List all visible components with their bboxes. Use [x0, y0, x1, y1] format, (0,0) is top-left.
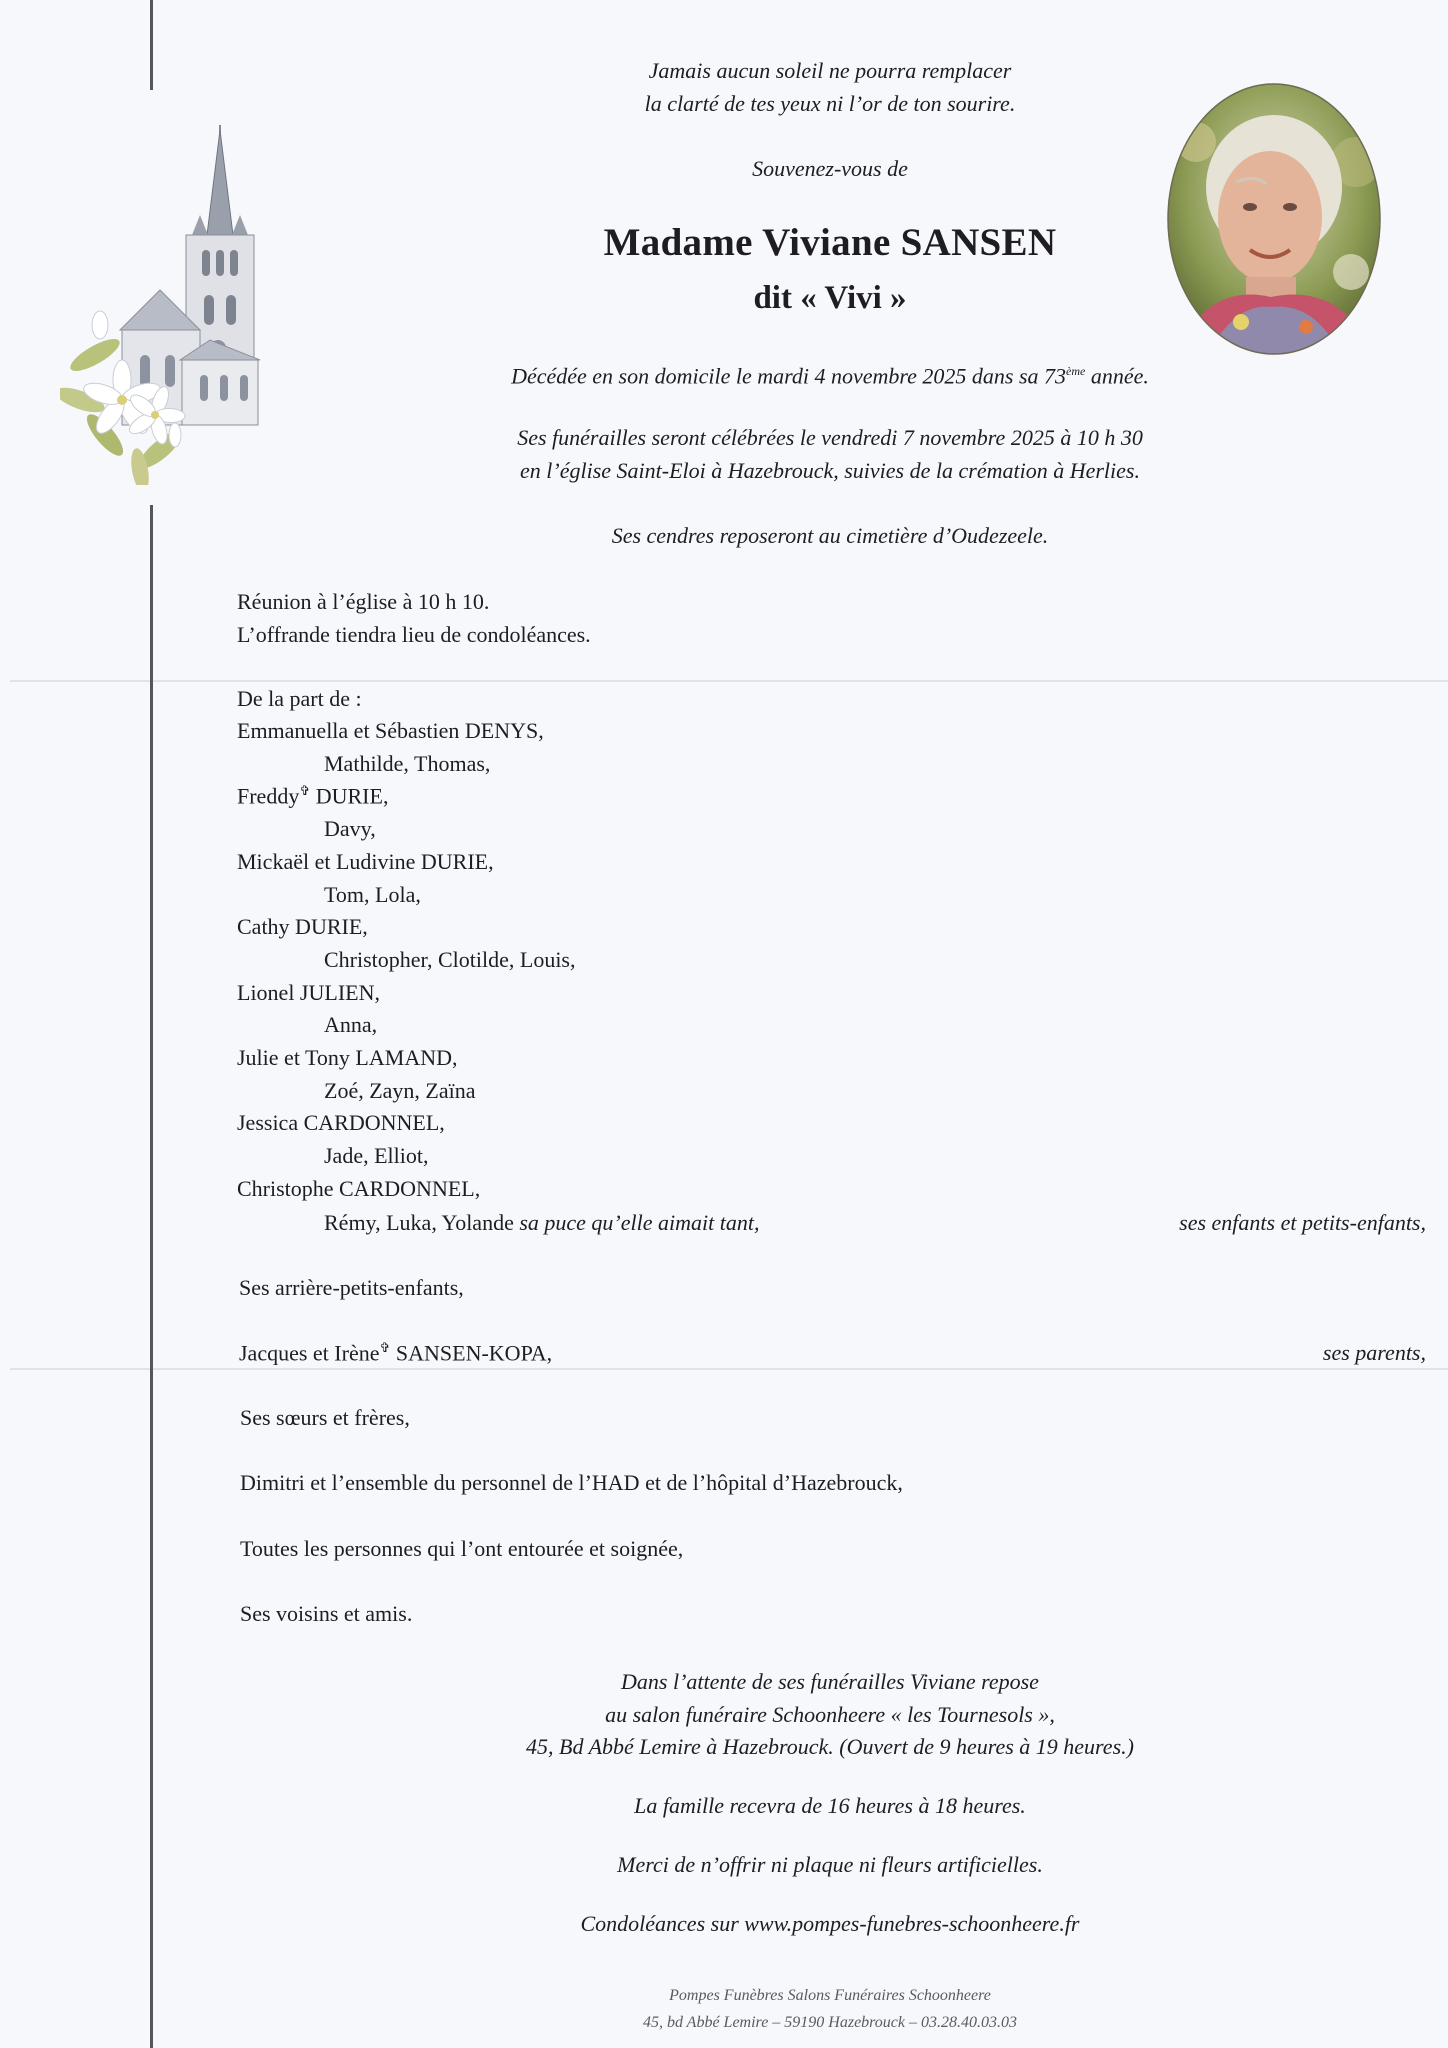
reunion-line: L’offrande tiendra lieu de condoléances.	[237, 621, 591, 647]
family-line-last	[324, 1210, 759, 1236]
death-text-end: année.	[1085, 363, 1149, 389]
reunion-info	[237, 586, 591, 651]
death-text: Décédée en son domicile le mardi 4 novembre 2025 dans sa 73	[511, 363, 1067, 389]
reunion-line: Réunion à l’église à 10 h 10.	[237, 589, 490, 614]
family-member-line	[237, 849, 494, 875]
vertical-rule	[150, 0, 153, 90]
funeral-line: Ses funérailles seront célébrées le vendredi 7 novembre 2025 à 10 h 30	[517, 425, 1143, 450]
parents-name: Jacques et Irène	[239, 1340, 380, 1366]
staff-line: Dimitri et l’ensemble du personnel de l’HAD et de l’hôpital d’Hazebrouck,	[240, 1470, 903, 1495]
fold-line	[10, 680, 1448, 682]
funeral-line: en l’église Saint-Eloi à Hazebrouck, suivies de la crémation à Herlies.	[520, 457, 1140, 483]
poem-line: la clarté de tes yeux ni l’or de ton sourire.	[644, 90, 1016, 116]
family-member-line	[237, 718, 544, 744]
family-children-line	[324, 947, 576, 973]
footer-line: Pompes Funèbres Salons Funéraires Schoonheere	[669, 1987, 991, 2004]
church-illustration	[60, 125, 265, 485]
family-name: Tom, Lola,	[324, 881, 421, 907]
family-children-line	[324, 816, 376, 842]
death-notice	[430, 355, 1230, 393]
family-member-line	[237, 1110, 445, 1136]
family-name: Emmanuella et Sébastien DENYS,	[237, 718, 544, 743]
family-children-line	[324, 751, 490, 777]
family-name: Anna,	[324, 1012, 378, 1038]
neighbors-line: Ses voisins et amis.	[240, 1601, 413, 1626]
rest-info	[430, 1666, 1230, 1764]
family-name: Mickaël et Ludivine DURIE,	[237, 848, 494, 874]
footer-line: 45, bd Abbé Lemire – 59190 Hazebrouck – 03.28.40.03.03	[642, 2014, 1018, 2031]
family-receive: La famille recevra de 16 heures à 18 heures.	[634, 1793, 1026, 1818]
funeral-home-footer	[430, 1982, 1230, 2036]
no-flowers: Merci de n’offrir ni plaque ni fleurs artificielles.	[617, 1852, 1043, 1877]
family-member-line	[237, 783, 388, 809]
deceased-mark-icon: ✞	[379, 1340, 391, 1355]
family-name: Mathilde, Thomas,	[324, 750, 491, 776]
souvenez-line: Souvenez-vous de	[752, 156, 908, 181]
parents-name-end: SANSEN-KOPA,	[390, 1340, 553, 1366]
ashes-info: Ses cendres reposeront au cimetière d’Oudezeele.	[611, 523, 1049, 548]
role-parents: ses parents,	[1322, 1340, 1426, 1365]
great-grandchildren: Ses arrière-petits-enfants,	[239, 1275, 464, 1300]
nickname: dit « Vivi »	[753, 280, 907, 316]
family-name: Davy,	[324, 816, 376, 842]
family-name: Lionel JULIEN,	[237, 979, 380, 1005]
condolences-link[interactable]: Condoléances sur www.pompes-funebres-schoonheere.fr	[580, 1911, 1080, 1936]
family-name: Christophe CARDONNEL,	[237, 1175, 481, 1201]
grandkids-note: sa puce qu’elle aimait tant,	[519, 1210, 760, 1235]
family-children-line	[324, 1012, 377, 1038]
funeral-info	[430, 422, 1230, 487]
caregivers-line: Toutes les personnes qui l’ont entourée et soignée,	[240, 1536, 684, 1561]
opening-poem	[550, 55, 1110, 120]
family-name: Cathy DURIE,	[237, 914, 368, 940]
vertical-rule	[150, 505, 153, 2048]
death-sup: ème	[1066, 364, 1086, 378]
family-member-line	[237, 980, 380, 1006]
portrait-photo	[1166, 82, 1382, 356]
grandkids-names: Rémy, Luka, Yolande	[324, 1210, 520, 1235]
family-member-line	[237, 914, 368, 940]
family-name: Freddy	[237, 783, 300, 809]
role-children: ses enfants et petits-enfants,	[1179, 1210, 1426, 1235]
deceased-name: Madame Viviane SANSEN	[603, 221, 1057, 264]
family-name: Zoé, Zayn, Zaïna	[324, 1077, 476, 1103]
family-member-line	[237, 1176, 480, 1202]
parents-line	[239, 1340, 552, 1366]
family-member-line	[237, 1045, 457, 1071]
rest-line: Dans l’attente de ses funérailles Viviane repose	[621, 1669, 1039, 1694]
family-name: Jessica CARDONNEL,	[237, 1110, 445, 1136]
rest-line: 45, Bd Abbé Lemire à Hazebrouck. (Ouvert de 9 heures à 19 heures.)	[526, 1734, 1134, 1760]
deceased-mark-icon: ✞	[299, 783, 311, 799]
poem-line: Jamais aucun soleil ne pourra remplacer	[648, 58, 1012, 83]
rest-line: au salon funéraire Schoonheere « les Tournesols »,	[605, 1701, 1055, 1727]
fold-line	[10, 1368, 1448, 1370]
family-name: Jade, Elliot,	[324, 1143, 429, 1169]
siblings-line: Ses sœurs et frères,	[240, 1405, 410, 1430]
de-la-part-heading: De la part de :	[237, 686, 362, 711]
family-name-end: DURIE,	[310, 783, 389, 809]
family-name: Julie et Tony LAMAND,	[237, 1045, 458, 1070]
family-children-line	[324, 1143, 428, 1169]
family-children-line	[324, 1078, 476, 1104]
family-children-line	[324, 882, 421, 908]
family-name: Christopher, Clotilde, Louis,	[324, 946, 576, 972]
